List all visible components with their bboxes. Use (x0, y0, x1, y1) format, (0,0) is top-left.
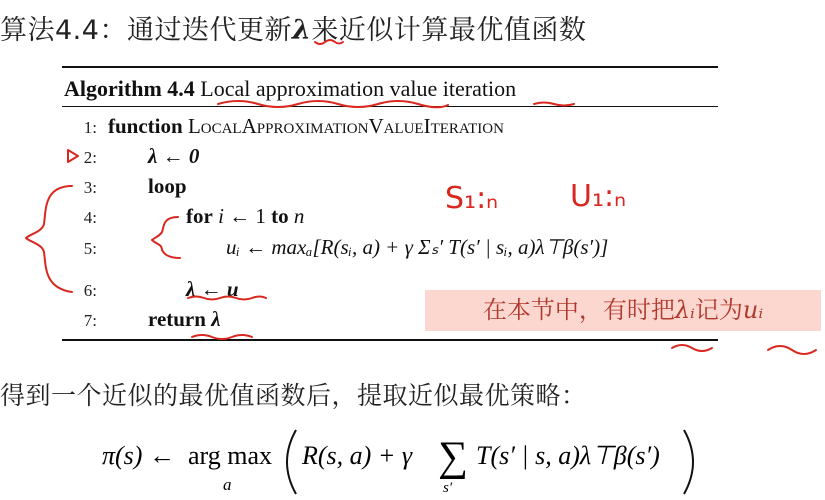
note-mid: 记为 (694, 296, 743, 324)
line-number: 1: (83, 118, 97, 137)
title-suffix: 来近似计算最优值函数 (311, 15, 587, 46)
page-title (0, 8, 586, 47)
bottom-swoosh-1 (672, 345, 712, 351)
line-number: 2: (83, 148, 97, 167)
formula-sigma: ∑ (438, 434, 468, 480)
formula-argmax: arg max (188, 441, 272, 470)
loop-var: i (218, 204, 224, 228)
algorithm-name: Local approximation value iteration (200, 76, 517, 101)
algo-line-1 (62, 114, 504, 144)
keyword-return: return (148, 307, 206, 331)
algo-line-5 (62, 235, 609, 265)
return-value: λ (211, 307, 221, 331)
line-number: 6: (83, 281, 97, 300)
for-brace (152, 217, 180, 258)
loop-start: ← 1 (229, 204, 266, 228)
keyword-to: to (271, 204, 289, 228)
algo-line-6 (62, 277, 239, 307)
formula-left-paren (287, 430, 296, 494)
formula-body: R(s, a) + γ (302, 441, 413, 470)
policy-formula (100, 426, 720, 496)
algo-line-4 (62, 204, 305, 234)
bottom-swoosh-2 (768, 346, 816, 354)
policy-caption: 得到一个近似的最优值函数后，提取近似最优策略： (0, 381, 587, 410)
formula-right-paren (684, 430, 693, 494)
keyword-loop: loop (148, 174, 187, 198)
formula-lhs: π(s) ← (102, 441, 175, 470)
algo-top-rule (62, 66, 718, 68)
line-number: 4: (83, 208, 97, 227)
algo-line-2 (62, 144, 200, 174)
algorithm-header (64, 76, 516, 102)
note-u: uᵢ (742, 296, 764, 324)
line-2-code: λ ← 0 (148, 144, 200, 168)
title-lambda: λ (291, 15, 312, 46)
loop-end: n (293, 204, 305, 228)
line-number: 3: (83, 178, 97, 197)
handwritten-u-note: U₁:ₙ (570, 179, 627, 214)
annotation-note (425, 290, 821, 331)
algo-head-rule (62, 106, 718, 107)
note-lambda: λᵢ (674, 296, 695, 324)
handwritten-s-note: S₁:ₙ (445, 181, 499, 216)
algo-line-3 (62, 174, 187, 204)
line-number: 7: (83, 311, 97, 330)
keyword-for: for (186, 204, 213, 228)
line-number: 5: (83, 239, 97, 258)
algo-line-7 (62, 307, 221, 337)
formula-sub-a: a (223, 475, 232, 494)
note-prefix: 在本节中，有时把 (482, 296, 675, 324)
bellman-update: uᵢ ← maxₐ[R(sᵢ, a) + γ Σₛ′ T(s′ | sᵢ, a)λ⊤β(s′)] (226, 235, 609, 259)
formula-sub-s: s′ (443, 480, 453, 496)
function-name: LocalApproximationValueIteration (187, 114, 504, 138)
keyword-function: function (108, 114, 183, 138)
algo-bottom-rule (62, 339, 718, 341)
line-6-code: λ ← u (186, 277, 239, 301)
formula-tail: T(s′ | s, a)λ⊤β(s′) (476, 441, 660, 470)
algorithm-label: Algorithm 4.4 (64, 76, 195, 101)
title-prefix: 算法4.4：通过迭代更新 (0, 15, 292, 46)
